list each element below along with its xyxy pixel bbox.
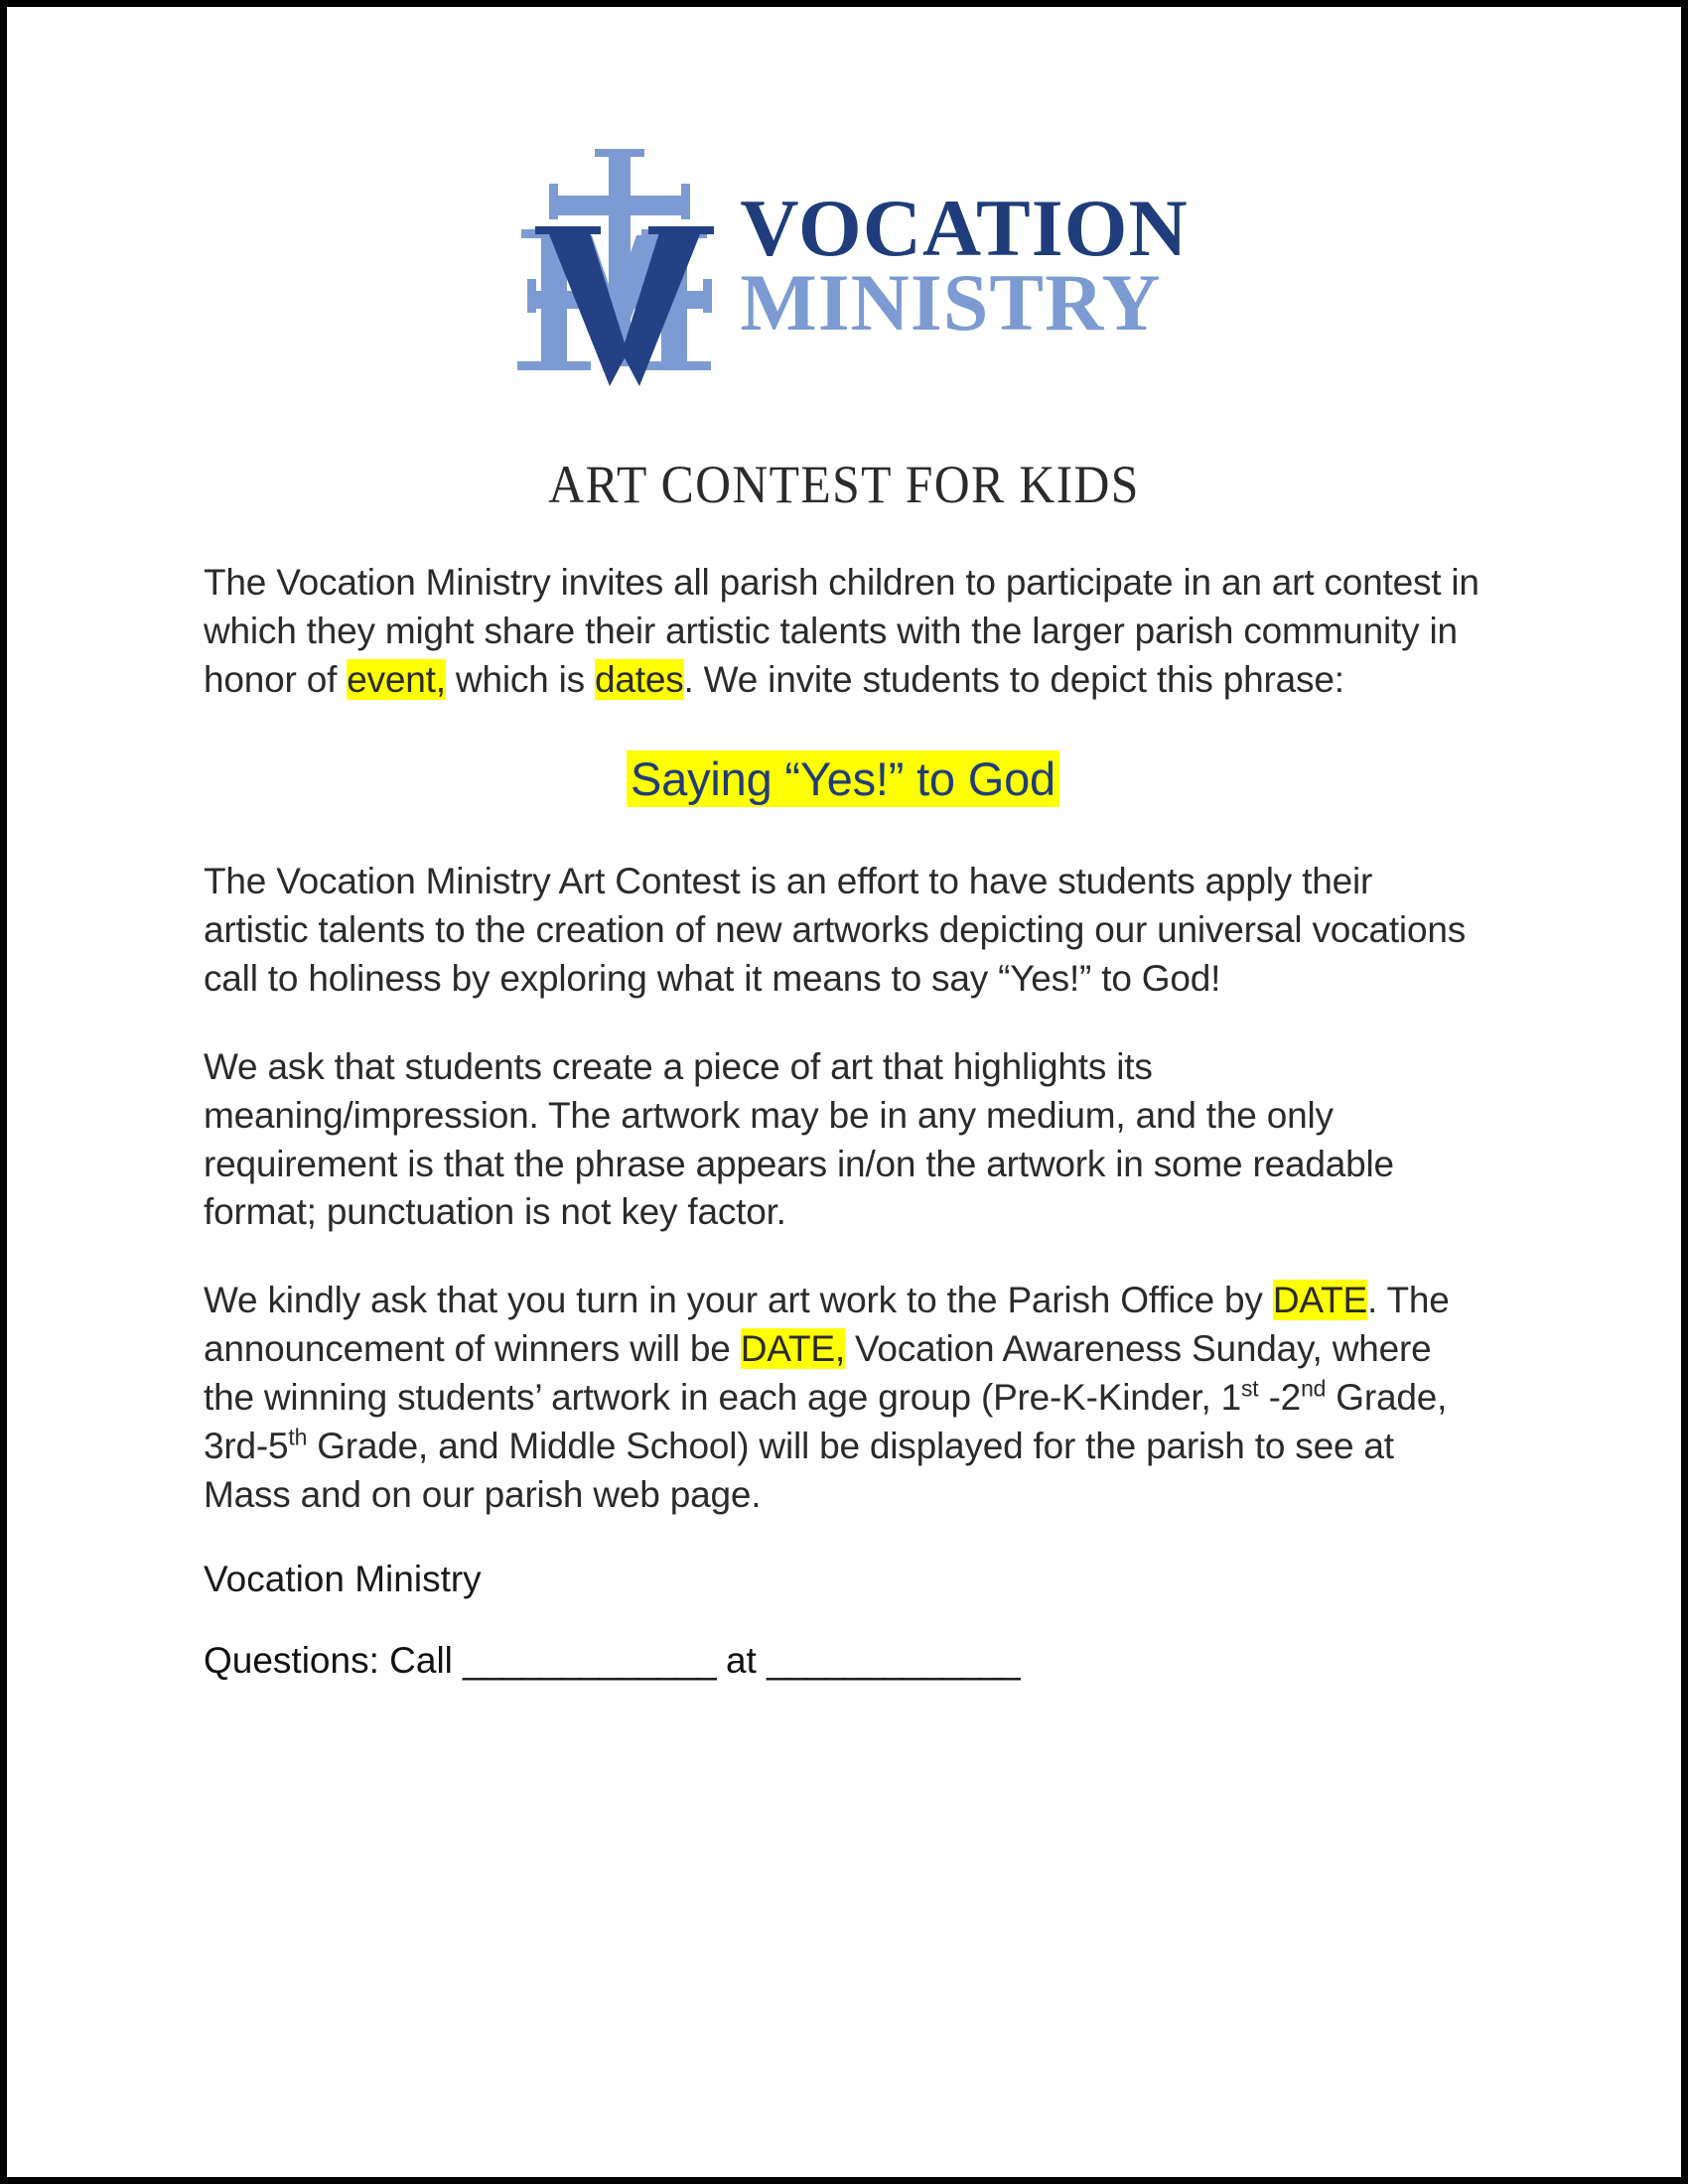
ordinal-st: st [1241,1375,1259,1402]
ordinal-th: th [288,1424,308,1450]
logo-header [7,144,1681,392]
intro-text-b: which is [445,658,595,700]
page-title: ART CONTEST FOR KIDS [548,455,1140,514]
submission-text-e: Grade, 3rd-5 [204,1376,1448,1466]
featured-phrase: Saying “Yes!” to God [627,751,1059,807]
questions-blank-name[interactable]: _____________ [463,1640,716,1682]
placeholder-event: event, [347,658,446,700]
submission-text-b: . The announcement of winners will be [204,1280,1450,1370]
questions-blank-phone[interactable]: _____________ [767,1640,1020,1682]
vocation-ministry-monogram-icon [499,144,748,392]
intro-text-a: The Vocation Ministry invites all parish children to participate in an art contest in which they might share their artistic talents with the larger parish community in honor of [204,562,1479,700]
placeholder-announce-date: DATE, [740,1328,845,1370]
submission-text-a: We kindly ask that you turn in your art work to the Parish Office by [204,1280,1273,1321]
placeholder-dates: dates [595,658,684,700]
intro-text-c: . We invite students to depict this phrase: [683,658,1344,700]
signature-line: Vocation Ministry [204,1559,482,1600]
featured-phrase-line [204,751,1482,806]
logo-word-vocation: VOCATION [740,182,1189,273]
paragraph-submission [204,1277,1482,1519]
paragraph-requirements: We ask that students create a piece of art that highlights its meaning/impression. The artwork may be in any medium, and the only requirement is that the phrase appears in/on the artwork in some readable format; punctuation is not key factor. [204,1045,1394,1233]
paragraph-purpose: The Vocation Ministry Art Contest is an effort to have students apply their artistic talents to the creation of new artworks depicting our universal vocations call to holiness by exploring what it means to say “Yes!” to God! [204,861,1467,1000]
ordinal-nd: nd [1301,1375,1327,1402]
logo-wordmark [740,182,1189,347]
paragraph-intro [204,559,1482,704]
document-body [7,559,1681,1682]
questions-line [204,1640,1482,1682]
logo-word-ministry: MINISTRY [740,257,1162,347]
questions-label-at: at [715,1640,768,1682]
placeholder-due-date: DATE [1272,1280,1367,1321]
submission-text-c: Vocation Awareness Sunday, where the winning students’ artwork in each age group (Pre-K-Kinder, 1 [204,1328,1432,1418]
submission-text-f: Grade, and Middle School) will be displayed for the parish to see at Mass and on our parish web page. [204,1425,1394,1515]
questions-label-a: Questions: Call [204,1640,464,1682]
submission-text-d: -2 [1258,1376,1302,1418]
